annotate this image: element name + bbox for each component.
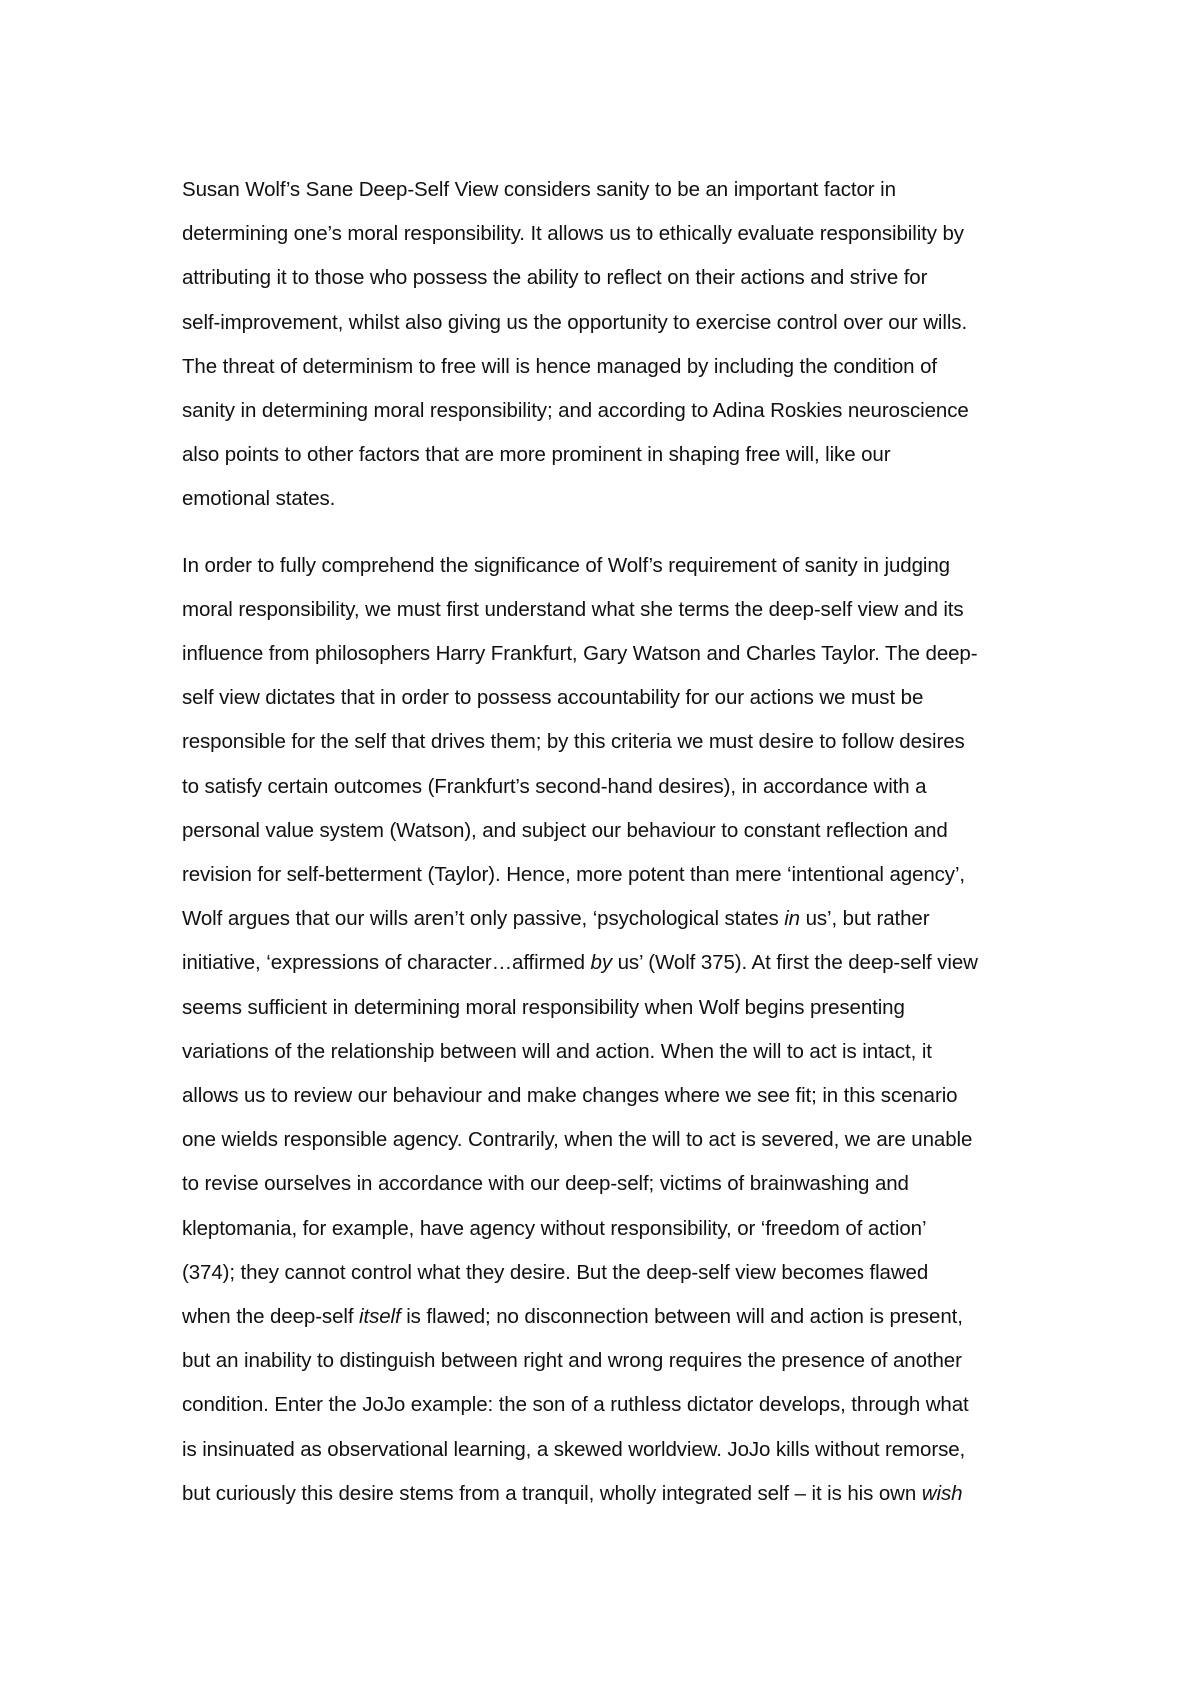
text-segment: is flawed; no disconnection between will and action is present, xyxy=(400,1305,963,1329)
text-segment: initiative, ‘expressions of character…affirmed xyxy=(182,951,591,975)
text-segment: allows us to review our behaviour and make changes where we see fit; in this scenario xyxy=(182,1084,958,1108)
body-text xyxy=(182,168,1062,1516)
text-line xyxy=(182,986,1062,1030)
text-segment: Wolf argues that our wills aren’t only passive, ‘psychological states xyxy=(182,907,785,931)
text-segment: seems sufficient in determining moral responsibility when Wolf begins presenting xyxy=(182,995,905,1019)
text-line xyxy=(182,632,1062,676)
text-segment: personal value system (Watson), and subject our behaviour to constant reflection and xyxy=(182,818,948,842)
text-segment: one wields responsible agency. Contrarily, when the will to act is severed, we are unable xyxy=(182,1128,973,1152)
text-line xyxy=(182,212,1062,256)
text-line xyxy=(182,676,1062,720)
text-line xyxy=(182,897,1062,941)
text-line xyxy=(182,544,1062,588)
text-segment: but an inability to distinguish between right and wrong requires the presence of another xyxy=(182,1349,962,1373)
italic-text: wish xyxy=(921,1481,963,1505)
text-segment: kleptomania, for example, have agency without responsibility, or ‘freedom of action’ xyxy=(182,1216,927,1240)
text-line xyxy=(182,345,1062,389)
text-line xyxy=(182,1251,1062,1295)
text-line xyxy=(182,389,1062,433)
text-segment: also points to other factors that are more prominent in shaping free will, like our xyxy=(182,443,891,467)
text-line xyxy=(182,1118,1062,1162)
text-segment: us’, but rather xyxy=(799,907,930,931)
text-segment: to revise ourselves in accordance with our deep-self; victims of brainwashing and xyxy=(182,1172,909,1196)
text-segment: us’ (Wolf 375). At first the deep-self view xyxy=(611,951,978,975)
italic-text: in xyxy=(784,907,800,931)
text-segment: but curiously this desire stems from a tranquil, wholly integrated self – it is his own xyxy=(182,1481,922,1505)
italic-text: itself xyxy=(359,1305,401,1329)
text-segment: In order to fully comprehend the significance of Wolf’s requirement of sanity in judging xyxy=(182,553,950,577)
text-segment: revision for self-betterment (Taylor). Hence, more potent than mere ‘intentional agency’, xyxy=(182,863,966,887)
text-segment: responsible for the self that drives them; by this criteria we must desire to follow desires xyxy=(182,730,965,754)
italic-text: by xyxy=(590,951,612,975)
text-segment: self view dictates that in order to possess accountability for our actions we must be xyxy=(182,686,924,710)
text-line xyxy=(182,1074,1062,1118)
text-line xyxy=(182,301,1062,345)
text-segment: determining one’s moral responsibility. It allows us to ethically evaluate responsibility by xyxy=(182,222,964,246)
paragraph xyxy=(182,544,1062,1516)
text-segment: influence from philosophers Harry Frankfurt, Gary Watson and Charles Taylor. The deep- xyxy=(182,642,978,666)
text-line xyxy=(182,1030,1062,1074)
text-segment: moral responsibility, we must first understand what she terms the deep-self view and its xyxy=(182,597,964,621)
text-line xyxy=(182,1428,1062,1472)
text-segment: variations of the relationship between will and action. When the will to act is intact, it xyxy=(182,1039,932,1063)
text-line xyxy=(182,1295,1062,1339)
text-line xyxy=(182,433,1062,477)
text-line xyxy=(182,477,1062,521)
text-line xyxy=(182,765,1062,809)
text-line xyxy=(182,809,1062,853)
text-line xyxy=(182,1383,1062,1427)
text-segment: The threat of determinism to free will is hence managed by including the condition of xyxy=(182,354,937,378)
text-segment: to satisfy certain outcomes (Frankfurt’s second-hand desires), in accordance with a xyxy=(182,774,927,798)
text-segment: attributing it to those who possess the ability to reflect on their actions and strive for xyxy=(182,266,928,290)
text-segment: (374); they cannot control what they desire. But the deep-self view becomes flawed xyxy=(182,1260,929,1284)
text-line xyxy=(182,588,1062,632)
text-segment: emotional states. xyxy=(182,487,336,511)
text-segment: self-improvement, whilst also giving us the opportunity to exercise control over our wills. xyxy=(182,310,968,334)
text-line xyxy=(182,720,1062,764)
text-line xyxy=(182,168,1062,212)
text-segment: condition. Enter the JoJo example: the son of a ruthless dictator develops, through what xyxy=(182,1393,969,1417)
text-segment: when the deep-self xyxy=(182,1305,360,1329)
text-segment: sanity in determining moral responsibility; and according to Adina Roskies neuroscience xyxy=(182,399,969,423)
text-line xyxy=(182,941,1062,985)
text-segment: Susan Wolf’s Sane Deep-Self View considers sanity to be an important factor in xyxy=(182,178,896,201)
text-line xyxy=(182,853,1062,897)
text-segment: is insinuated as observational learning, a skewed worldview. JoJo kills without remorse, xyxy=(182,1437,966,1461)
text-line xyxy=(182,1162,1062,1206)
text-line xyxy=(182,1339,1062,1383)
text-line xyxy=(182,1472,1062,1516)
text-line xyxy=(182,256,1062,300)
paragraph xyxy=(182,168,1062,522)
text-line xyxy=(182,1207,1062,1251)
